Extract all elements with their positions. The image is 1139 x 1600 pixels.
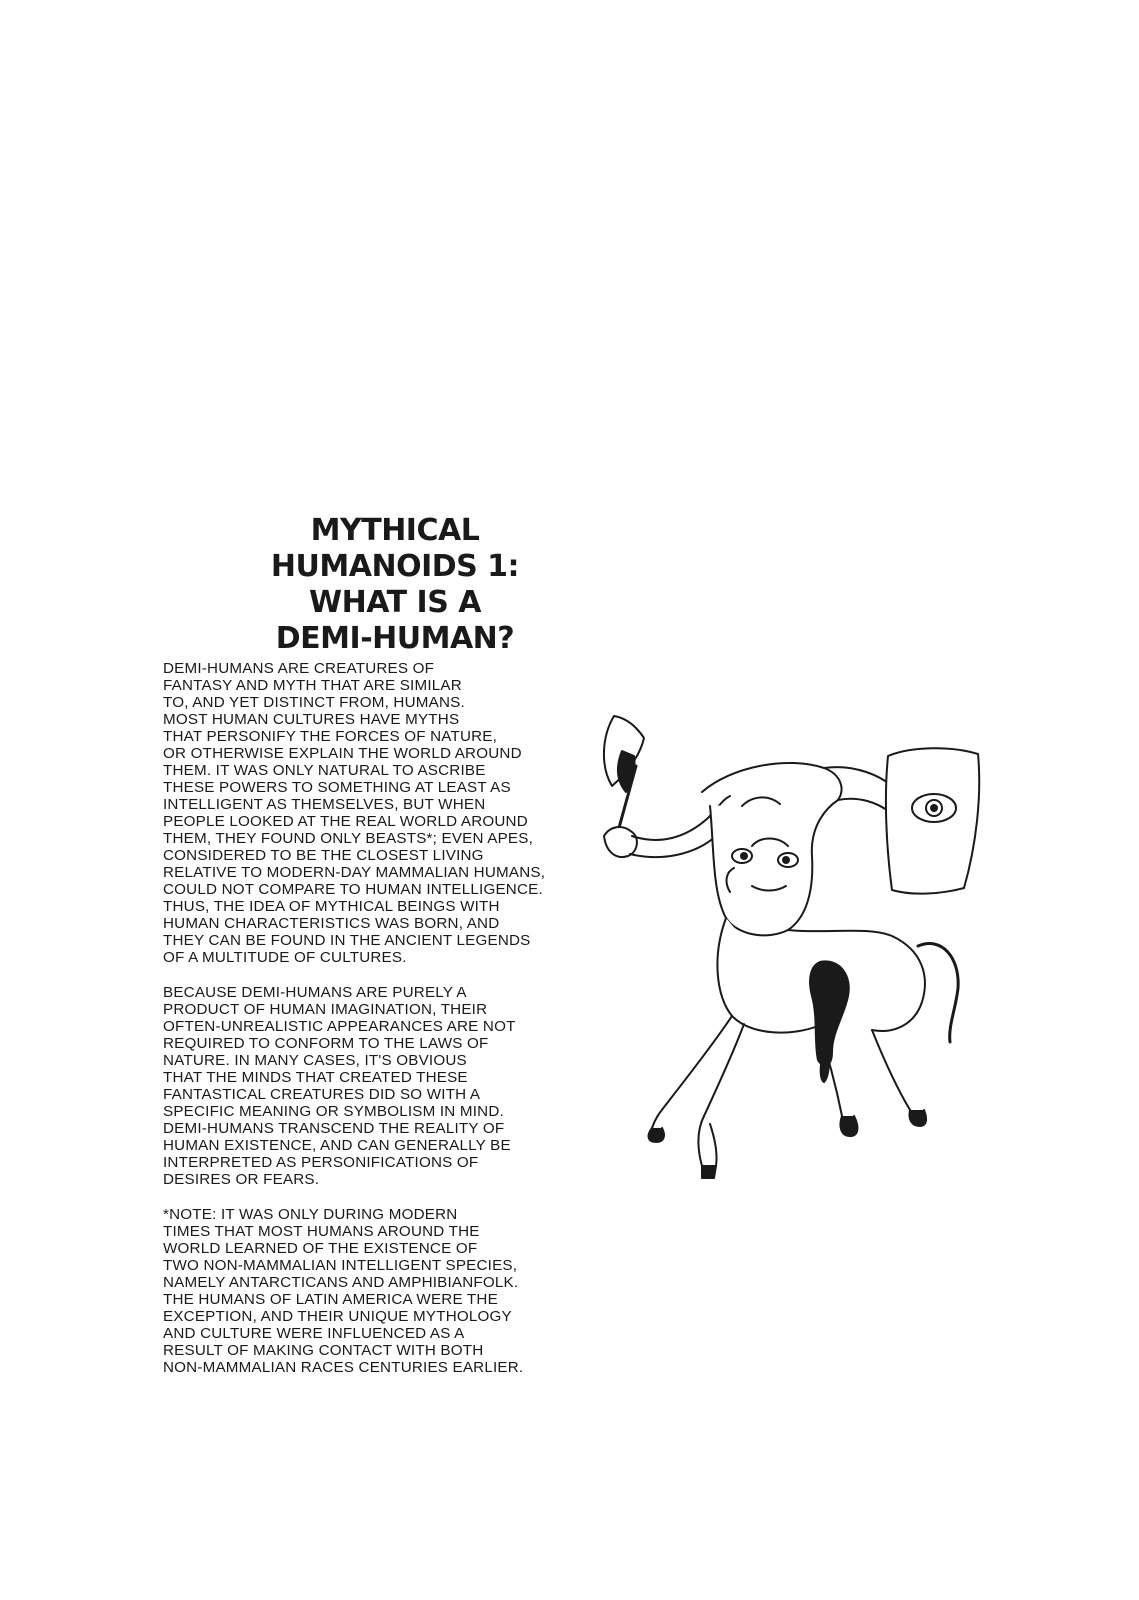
text-line: TO, AND YET DISTINCT FROM, HUMANS. [163, 694, 465, 711]
text-line: THE HUMANS OF LATIN AMERICA WERE THE [163, 1291, 498, 1308]
text-line: EXCEPTION, AND THEIR UNIQUE MYTHOLOGY [163, 1308, 512, 1325]
text-line: INTELLIGENT AS THEMSELVES, BUT WHEN [163, 796, 486, 813]
title-line: WHAT IS A [309, 585, 481, 620]
text-line: MOST HUMAN CULTURES HAVE MYTHS [163, 711, 460, 728]
text-line: DESIRES OR FEARS. [163, 1171, 320, 1188]
text-line: NAMELY ANTARCTICANS AND AMPHIBIANFOLK. [163, 1274, 519, 1291]
text-line: FANTASY AND MYTH THAT ARE SIMILAR [163, 677, 462, 694]
text-line: PEOPLE LOOKED AT THE REAL WORLD AROUND [163, 813, 528, 830]
text-line: HUMAN EXISTENCE, AND CAN GENERALLY BE [163, 1137, 511, 1154]
text-line: THEM. IT WAS ONLY NATURAL TO ASCRIBE [163, 762, 486, 779]
text-line: SPECIFIC MEANING OR SYMBOLISM IN MIND. [163, 1103, 504, 1120]
text-line: THEY CAN BE FOUND IN THE ANCIENT LEGENDS [163, 932, 531, 949]
text-line: WORLD LEARNED OF THE EXISTENCE OF [163, 1240, 478, 1257]
text-line: TIMES THAT MOST HUMANS AROUND THE [163, 1223, 480, 1240]
headless-centaur-illustration [592, 696, 992, 1186]
paragraph-imagination [163, 984, 603, 1188]
text-line: OR OTHERWISE EXPLAIN THE WORLD AROUND [163, 745, 522, 762]
title-line: HUMANOIDS 1: [270, 549, 520, 584]
axe-icon [604, 716, 644, 846]
text-line: THUS, THE IDEA OF MYTHICAL BEINGS WITH [163, 898, 500, 915]
text-line: OF A MULTITUDE OF CULTURES. [163, 949, 407, 966]
text-line: THAT PERSONIFY THE FORCES OF NATURE, [163, 728, 498, 745]
text-line: RELATIVE TO MODERN-DAY MAMMALIAN HUMANS, [163, 864, 546, 881]
text-line: DEMI-HUMANS TRANSCEND THE REALITY OF [163, 1120, 505, 1137]
text-line: *NOTE: IT WAS ONLY DURING MODERN [163, 1206, 458, 1223]
text-line: RESULT OF MAKING CONTACT WITH BOTH [163, 1342, 484, 1359]
title-line: DEMI-HUMAN? [275, 621, 515, 656]
text-line: NATURE. IN MANY CASES, IT'S OBVIOUS [163, 1052, 467, 1069]
text-line: THAT THE MINDS THAT CREATED THESE [163, 1069, 468, 1086]
text-line: OFTEN-UNREALISTIC APPEARANCES ARE NOT [163, 1018, 516, 1035]
text-line: COULD NOT COMPARE TO HUMAN INTELLIGENCE. [163, 881, 543, 898]
page-title [230, 513, 560, 657]
text-line: THESE POWERS TO SOMETHING AT LEAST AS [163, 779, 511, 796]
text-line: HUMAN CHARACTERISTICS WAS BORN, AND [163, 915, 500, 932]
paragraph-intro [163, 660, 603, 966]
text-line: CONSIDERED TO BE THE CLOSEST LIVING [163, 847, 484, 864]
shield-icon [886, 748, 979, 893]
text-line: BECAUSE DEMI-HUMANS ARE PURELY A [163, 984, 467, 1001]
text-line: THEM, THEY FOUND ONLY BEASTS*; EVEN APES, [163, 830, 533, 847]
text-line: INTERPRETED AS PERSONIFICATIONS OF [163, 1154, 479, 1171]
text-line: FANTASTICAL CREATURES DID SO WITH A [163, 1086, 481, 1103]
text-line: TWO NON-MAMMALIAN INTELLIGENT SPECIES, [163, 1257, 518, 1274]
text-line: AND CULTURE WERE INFLUENCED AS A [163, 1325, 465, 1342]
text-line: DEMI-HUMANS ARE CREATURES OF [163, 660, 435, 677]
text-line: PRODUCT OF HUMAN IMAGINATION, THEIR [163, 1001, 488, 1018]
text-line: NON-MAMMALIAN RACES CENTURIES EARLIER. [163, 1359, 524, 1376]
text-line: REQUIRED TO CONFORM TO THE LAWS OF [163, 1035, 489, 1052]
paragraph-note [163, 1206, 603, 1376]
title-line: MYTHICAL [310, 513, 480, 548]
